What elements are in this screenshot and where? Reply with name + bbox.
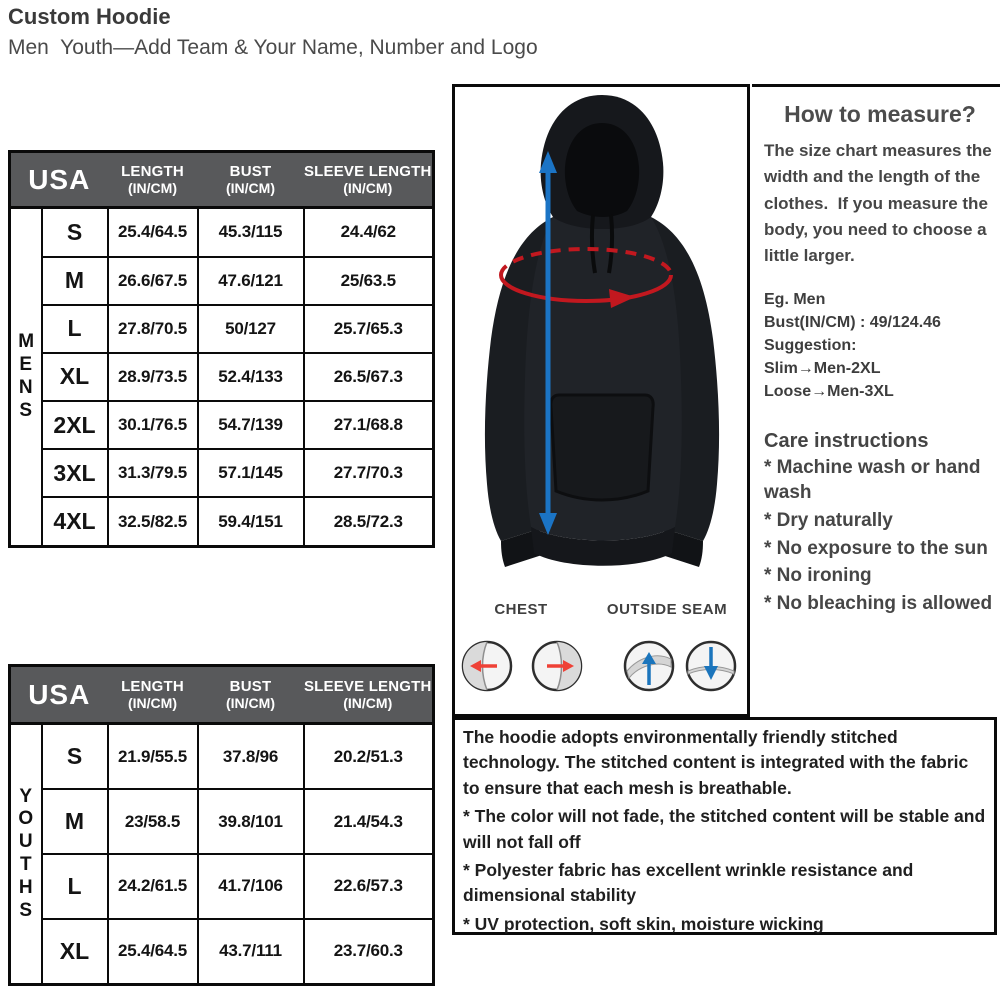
sleeve-cell: 27.7/70.3 [304,449,434,497]
length-cell: 30.1/76.5 [108,401,198,449]
table-row [10,497,434,546]
size-cell: 2XL [42,401,108,449]
sleeve-cell: 25.7/65.3 [304,305,434,353]
table-row [10,257,434,305]
length-header: LENGTH (IN/CM) [108,666,198,724]
table-row [10,449,434,497]
length-cell: 32.5/82.5 [108,497,198,546]
outside-seam-down-arrow-icon [684,639,738,693]
youths-size-table [8,664,435,986]
length-cell: 31.3/79.5 [108,449,198,497]
bust-header: BUST (IN/CM) [198,666,304,724]
bust-cell: 41.7/106 [198,854,304,919]
bust-cell: 52.4/133 [198,353,304,401]
example-line: Bust(IN/CM) : 49/124.46 [764,313,941,331]
sleeve-cell: 24.4/62 [304,208,434,257]
table-row [10,854,434,919]
table-row [10,208,434,257]
length-cell: 21.9/55.5 [108,724,198,790]
size-cell: L [42,305,108,353]
chest-width-right-arrow-icon [530,639,584,693]
example-line: Suggestion: [764,337,857,355]
sleeve-cell: 22.6/57.3 [304,854,434,919]
length-cell: 24.2/61.5 [108,854,198,919]
size-cell: L [42,854,108,919]
bust-cell: 57.1/145 [198,449,304,497]
how-to-measure-heading: How to measure? [784,101,976,127]
sleeve-cell: 28.5/72.3 [304,497,434,546]
hoodie-illustration [455,89,749,594]
bust-cell: 37.8/96 [198,724,304,790]
bust-header: BUST (IN/CM) [198,152,304,208]
product-features-box [452,717,997,935]
feature-line: The hoodie adopts environmentally friendly stitched technology. The stitched content is integrated with the fabric to ensure that each mesh is breathable. [463,727,969,798]
outside-seam-up-arrow-icon [622,639,676,693]
table-row [10,919,434,985]
bust-cell: 50/127 [198,305,304,353]
bust-cell: 59.4/151 [198,497,304,546]
size-cell: S [42,208,108,257]
bust-cell: 39.8/101 [198,789,304,854]
sleeve-header: SLEEVE LENGTH (IN/CM) [304,666,434,724]
sleeve-cell: 26.5/67.3 [304,353,434,401]
length-cell: 25.4/64.5 [108,208,198,257]
care-instructions-heading: Care instructions [764,429,929,452]
length-header: LENGTH (IN/CM) [108,152,198,208]
sleeve-cell: 25/63.5 [304,257,434,305]
care-instruction: * No bleaching is allowed [764,592,993,614]
feature-line: * The color will not fade, the stitched content will be stable and will not fall off [463,806,986,852]
outside-seam-label: OUTSIDE SEAM [606,601,728,618]
bust-cell: 45.3/115 [198,208,304,257]
feature-line: * UV protection, soft skin, moisture wicking [463,913,824,934]
feature-line: * Polyester fabric has excellent wrinkle resistance and dimensional stability [463,859,914,906]
usa-header: USA [10,152,108,208]
example-line: Eg. Men [764,290,826,308]
measure-diagram-box [452,84,750,717]
example-line: Slim→Men-2XL [764,360,881,378]
length-cell: 25.4/64.5 [108,919,198,985]
chest-label: CHEST [494,601,548,618]
size-cell: M [42,257,108,305]
length-cell: 28.9/73.5 [108,353,198,401]
care-instruction: * No exposure to the sun [764,537,988,559]
size-cell: 3XL [42,449,108,497]
hoodie-pocket [551,395,653,500]
sleeve-cell: 20.2/51.3 [304,724,434,790]
chest-width-left-arrow-icon [460,639,514,693]
length-cell: 23/58.5 [108,789,198,854]
bust-cell: 47.6/121 [198,257,304,305]
sleeve-cell: 27.1/68.8 [304,401,434,449]
table-row [10,724,434,790]
table-row [10,401,434,449]
youths-group-label: YOUTHS [10,724,42,985]
sleeve-cell: 23.7/60.3 [304,919,434,985]
table-header-row [10,152,434,208]
size-cell: 4XL [42,497,108,546]
sleeve-cell: 21.4/54.3 [304,789,434,854]
table-row [10,305,434,353]
bust-cell: 54.7/139 [198,401,304,449]
table-row [10,789,434,854]
length-cell: 26.6/67.5 [108,257,198,305]
size-cell: XL [42,919,108,985]
length-cell: 27.8/70.5 [108,305,198,353]
mens-group-label: MENS [10,208,42,547]
table-header-row [10,666,434,724]
size-cell: M [42,789,108,854]
page-subtitle: Men Youth—Add Team & Your Name, Number and Logo [8,36,538,59]
size-cell: XL [42,353,108,401]
sleeve-header: SLEEVE LENGTH (IN/CM) [304,152,434,208]
care-instruction: * No ironing [764,565,872,587]
care-instruction: * Machine wash or hand wash [764,456,981,504]
table-row [10,353,434,401]
page-title: Custom Hoodie [8,4,171,29]
how-to-measure-body: The size chart measures the width and the length of the clothes. If you measure the body, you need to choose a little larger. [764,141,997,266]
care-instruction: * Dry naturally [764,509,893,531]
bust-cell: 43.7/111 [198,919,304,985]
how-to-measure-panel [752,84,1000,717]
example-line: Loose→Men-3XL [764,383,894,401]
usa-header: USA [10,666,108,724]
size-cell: S [42,724,108,790]
mens-size-table [8,150,435,548]
